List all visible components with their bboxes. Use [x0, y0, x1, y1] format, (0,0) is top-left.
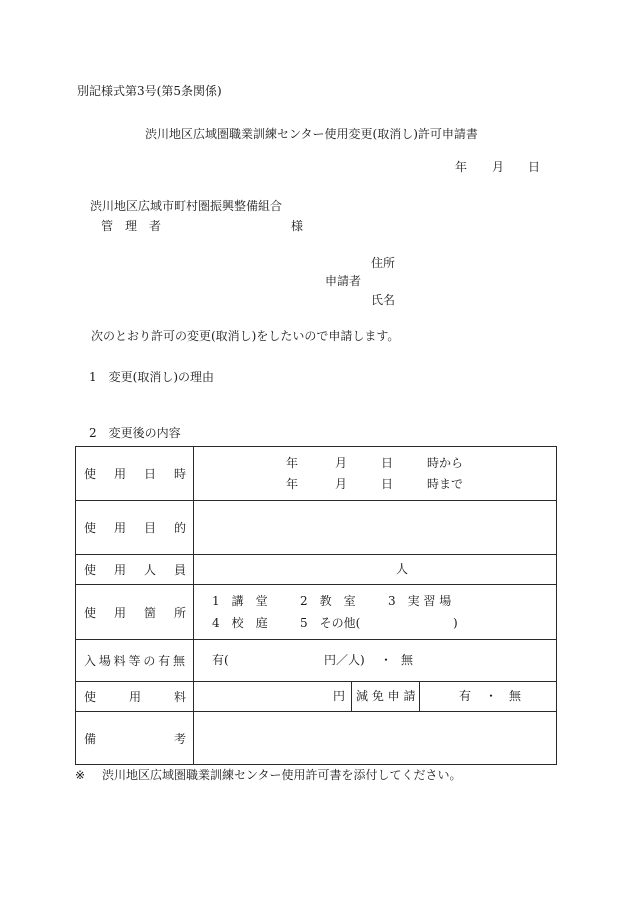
recipient-position: 管 理 者	[101, 219, 162, 233]
label-remarks	[76, 712, 194, 765]
recipient-honorific: 様	[291, 219, 304, 233]
usage-fee-field[interactable]	[194, 682, 352, 712]
place-option-auditorium[interactable]: 1 講 堂	[212, 594, 268, 608]
exemption-yes-option[interactable]: 有	[459, 689, 472, 703]
footer-note-mark: ※	[75, 768, 86, 782]
usage-datetime-field[interactable]	[194, 447, 557, 501]
label-char: 使	[84, 690, 97, 704]
exemption-label: 減 免 申 請	[356, 689, 416, 703]
label-char: 日	[143, 467, 156, 481]
date-from-day: 日	[381, 456, 394, 470]
date-day: 日	[528, 160, 541, 174]
label-char: 場	[98, 654, 111, 668]
label-char: 料	[113, 654, 126, 668]
usage-people-field[interactable]	[194, 555, 557, 585]
date-from-year: 年	[286, 456, 299, 470]
fee-yes-option[interactable]: 有(	[212, 653, 229, 667]
label-char: 時	[173, 467, 186, 481]
label-usage-purpose	[76, 501, 194, 555]
date-to-month: 月	[335, 477, 348, 491]
label-char: 無	[172, 654, 185, 668]
label-char: 備	[84, 731, 97, 746]
place-option-classroom[interactable]: 2 教 室	[300, 594, 356, 608]
place-other-close-paren: )	[453, 616, 458, 630]
application-table	[75, 446, 557, 765]
exemption-field[interactable]	[420, 682, 557, 712]
place-option-practice-room[interactable]: 3 実 習 場	[388, 594, 452, 608]
row-admission-fee	[76, 640, 557, 682]
label-char: 箇	[143, 605, 156, 620]
label-usage-datetime	[76, 447, 194, 501]
item-1-reason: 1 変更(取消し)の理由	[89, 370, 214, 384]
exemption-no-option[interactable]: 無	[509, 689, 522, 703]
label-usage-people	[76, 555, 194, 585]
label-char: 用	[113, 605, 126, 620]
label-char: 考	[173, 731, 186, 746]
applicant-label: 申請者	[325, 274, 362, 288]
label-char: 等	[128, 654, 141, 668]
label-char: 有	[158, 654, 171, 668]
label-char: 使	[84, 563, 97, 577]
label-usage-place	[76, 585, 194, 640]
label-char: 用	[113, 563, 126, 577]
footer-note: 渋川地区広域圏職業訓練センター使用許可書を添付してください。	[102, 768, 462, 782]
fee-no-option[interactable]: 無	[401, 653, 414, 667]
label-char: 的	[173, 521, 186, 535]
exemption-separator: ・	[485, 689, 498, 703]
label-char: 目	[143, 521, 156, 535]
row-usage-fee	[76, 682, 557, 712]
applicant-name-label: 氏名	[371, 293, 396, 307]
label-char: の	[143, 654, 156, 668]
row-remarks	[76, 712, 557, 765]
row-usage-people	[76, 555, 557, 585]
document-title: 渋川地区広域圏職業訓練センター使用変更(取消し)許可申請書	[145, 127, 478, 141]
form-number: 別記様式第3号(第5条関係)	[77, 84, 222, 98]
date-month: 月	[492, 160, 505, 174]
row-usage-purpose	[76, 501, 557, 555]
fee-separator: ・	[380, 653, 393, 667]
label-char: 用	[113, 521, 126, 535]
usage-place-field[interactable]	[194, 585, 557, 640]
recipient-organization: 渋川地区広域市町村圏振興整備組合	[90, 199, 283, 213]
row-usage-datetime	[76, 447, 557, 501]
label-char: 入	[84, 654, 97, 668]
application-statement: 次のとおり許可の変更(取消し)をしたいので申請します。	[91, 329, 400, 343]
label-char: 料	[173, 690, 186, 704]
admission-fee-field[interactable]	[194, 640, 557, 682]
date-to-day: 日	[381, 477, 394, 491]
usage-purpose-field[interactable]	[194, 501, 557, 555]
label-exemption	[352, 682, 420, 712]
item-2-contents: 2 変更後の内容	[89, 426, 181, 440]
people-unit: 人	[396, 562, 409, 576]
date-to-suffix: 時まで	[427, 477, 464, 491]
applicant-address-label: 住所	[371, 256, 396, 270]
date-year: 年	[455, 160, 468, 174]
place-option-schoolyard[interactable]: 4 校 庭	[212, 616, 268, 630]
label-char: 使	[84, 521, 97, 535]
label-char: 用	[128, 690, 141, 704]
label-usage-fee	[76, 682, 194, 712]
fee-unit: 円／人)	[324, 653, 365, 667]
date-from-suffix: 時から	[427, 456, 464, 470]
usage-fee-unit: 円	[332, 689, 345, 703]
remarks-field[interactable]	[194, 712, 557, 765]
label-char: 所	[173, 605, 186, 620]
label-admission-fee	[76, 640, 194, 682]
label-char: 員	[173, 563, 186, 577]
place-option-other[interactable]: 5 その他(	[300, 616, 361, 630]
label-char: 使	[84, 605, 97, 620]
date-from-month: 月	[335, 456, 348, 470]
label-char: 使	[84, 467, 97, 481]
date-to-year: 年	[286, 477, 299, 491]
row-usage-place	[76, 585, 557, 640]
label-char: 人	[143, 563, 156, 577]
label-char: 用	[113, 467, 126, 481]
